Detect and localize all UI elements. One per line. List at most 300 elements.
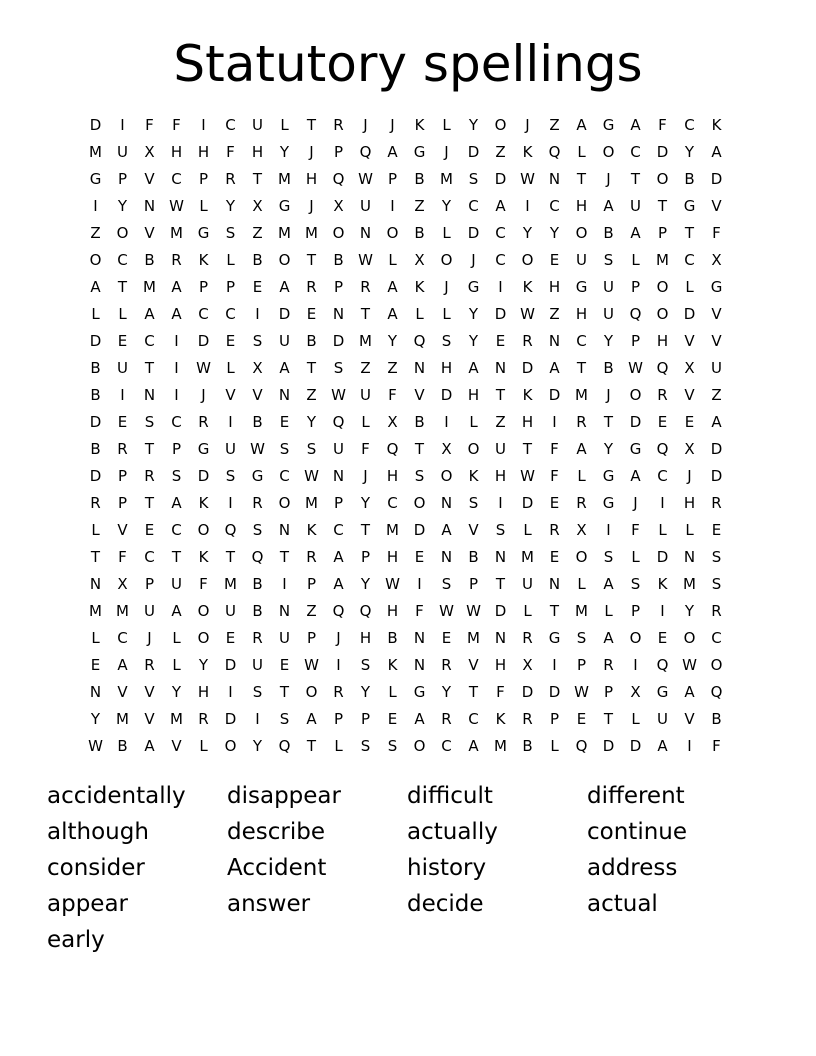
word-list-item: actually bbox=[407, 819, 498, 845]
grid-letter: O bbox=[278, 250, 291, 269]
grid-letter: M bbox=[116, 601, 129, 620]
grid-letter: H bbox=[440, 358, 453, 377]
grid-letter: P bbox=[657, 223, 668, 242]
grid-letter: R bbox=[117, 439, 128, 458]
grid-letter: V bbox=[117, 520, 128, 539]
grid-letter: Y bbox=[603, 439, 614, 458]
grid-letter: F bbox=[658, 115, 667, 134]
grid-letter: I bbox=[606, 520, 611, 539]
grid-letter: A bbox=[333, 547, 344, 566]
grid-letter: V bbox=[684, 709, 695, 728]
grid-letter: D bbox=[521, 682, 534, 701]
grid-letter: W bbox=[520, 466, 535, 485]
grid-letter: T bbox=[360, 520, 371, 539]
grid-letter: N bbox=[548, 574, 561, 593]
grid-letter: G bbox=[602, 493, 615, 512]
grid-letter: N bbox=[278, 601, 291, 620]
grid-letter: I bbox=[552, 655, 557, 674]
grid-letter: A bbox=[171, 277, 182, 296]
grid-letter: W bbox=[385, 574, 400, 593]
grid-letter: W bbox=[250, 439, 265, 458]
grid-letter: Z bbox=[414, 196, 425, 215]
grid-letter: J bbox=[147, 628, 152, 647]
grid-letter: B bbox=[711, 709, 722, 728]
grid-letter: I bbox=[228, 412, 233, 431]
grid-letter: M bbox=[89, 142, 102, 161]
grid-letter: R bbox=[252, 628, 263, 647]
word-list-item: different bbox=[587, 783, 685, 809]
grid-letter: K bbox=[522, 277, 533, 296]
grid-letter: K bbox=[468, 466, 479, 485]
grid-letter: M bbox=[467, 628, 480, 647]
grid-letter: S bbox=[252, 331, 263, 350]
grid-letter: N bbox=[683, 547, 696, 566]
grid-letter: P bbox=[333, 493, 344, 512]
grid-letter: G bbox=[467, 277, 480, 296]
grid-letter: N bbox=[413, 358, 426, 377]
grid-letter: V bbox=[468, 520, 479, 539]
grid-letter: X bbox=[441, 439, 452, 458]
grid-letter: T bbox=[576, 169, 587, 188]
grid-letter: Q bbox=[710, 682, 723, 701]
grid-letter: O bbox=[197, 628, 210, 647]
grid-letter: B bbox=[90, 385, 101, 404]
grid-letter: P bbox=[306, 628, 317, 647]
grid-letter: P bbox=[333, 142, 344, 161]
grid-letter: O bbox=[521, 250, 534, 269]
grid-letter: I bbox=[444, 412, 449, 431]
grid-letter: I bbox=[498, 277, 503, 296]
grid-letter: Y bbox=[198, 655, 209, 674]
grid-letter: Q bbox=[332, 601, 345, 620]
grid-letter: R bbox=[90, 493, 101, 512]
grid-letter: R bbox=[441, 709, 452, 728]
grid-letter: G bbox=[683, 196, 696, 215]
grid-letter: S bbox=[225, 223, 236, 242]
word-search-grid bbox=[82, 111, 732, 759]
grid-letter: J bbox=[633, 493, 638, 512]
grid-letter: I bbox=[174, 331, 179, 350]
grid-letter: X bbox=[684, 358, 695, 377]
grid-letter: A bbox=[468, 358, 479, 377]
grid-letter: D bbox=[89, 412, 102, 431]
grid-letter: J bbox=[363, 466, 368, 485]
grid-letter: I bbox=[228, 682, 233, 701]
grid-letter: Y bbox=[279, 142, 290, 161]
grid-letter: J bbox=[309, 142, 314, 161]
grid-letter: E bbox=[576, 709, 587, 728]
grid-letter: Y bbox=[603, 331, 614, 350]
grid-letter: M bbox=[305, 223, 318, 242]
grid-letter: A bbox=[387, 277, 398, 296]
grid-letter: Y bbox=[441, 682, 452, 701]
grid-letter: D bbox=[521, 358, 534, 377]
grid-letter: P bbox=[360, 709, 371, 728]
grid-letter: F bbox=[550, 439, 559, 458]
grid-letter: V bbox=[684, 385, 695, 404]
grid-letter: S bbox=[441, 574, 452, 593]
grid-letter: D bbox=[521, 493, 534, 512]
grid-row bbox=[82, 570, 732, 597]
grid-letter: T bbox=[630, 169, 641, 188]
grid-row bbox=[82, 732, 732, 759]
grid-letter: L bbox=[631, 250, 640, 269]
grid-letter: L bbox=[685, 277, 694, 296]
grid-letter: N bbox=[143, 385, 156, 404]
grid-letter: W bbox=[358, 169, 373, 188]
grid-letter: E bbox=[279, 655, 290, 674]
grid-letter: H bbox=[575, 304, 588, 323]
grid-letter: R bbox=[333, 115, 344, 134]
grid-letter: Q bbox=[224, 520, 237, 539]
grid-letter: S bbox=[576, 628, 587, 647]
grid-letter: M bbox=[359, 331, 372, 350]
grid-letter: B bbox=[414, 412, 425, 431]
grid-letter: D bbox=[413, 520, 426, 539]
grid-letter: G bbox=[548, 628, 561, 647]
grid-letter: P bbox=[306, 574, 317, 593]
grid-letter: T bbox=[360, 304, 371, 323]
grid-letter: X bbox=[522, 655, 533, 674]
grid-letter: J bbox=[336, 628, 341, 647]
grid-letter: C bbox=[657, 466, 668, 485]
grid-row bbox=[82, 624, 732, 651]
grid-letter: A bbox=[603, 628, 614, 647]
grid-letter: M bbox=[575, 601, 588, 620]
grid-letter: C bbox=[684, 250, 695, 269]
grid-letter: A bbox=[630, 466, 641, 485]
grid-letter: R bbox=[711, 493, 722, 512]
grid-letter: O bbox=[656, 277, 669, 296]
grid-letter: M bbox=[440, 169, 453, 188]
grid-letter: L bbox=[361, 412, 370, 431]
grid-letter: Y bbox=[684, 601, 695, 620]
grid-letter: S bbox=[333, 358, 344, 377]
grid-letter: J bbox=[444, 142, 449, 161]
grid-letter: O bbox=[467, 439, 480, 458]
grid-letter: P bbox=[333, 277, 344, 296]
grid-letter: W bbox=[439, 601, 454, 620]
grid-letter: A bbox=[144, 304, 155, 323]
grid-letter: T bbox=[144, 439, 155, 458]
grid-letter: D bbox=[629, 412, 642, 431]
grid-letter: N bbox=[89, 574, 102, 593]
grid-letter: I bbox=[120, 385, 125, 404]
grid-letter: L bbox=[577, 142, 586, 161]
grid-letter: X bbox=[387, 412, 398, 431]
grid-letter: S bbox=[711, 547, 722, 566]
grid-row bbox=[82, 543, 732, 570]
grid-letter: V bbox=[171, 736, 182, 755]
grid-letter: S bbox=[387, 736, 398, 755]
grid-letter: P bbox=[198, 169, 209, 188]
grid-letter: V bbox=[252, 385, 263, 404]
grid-letter: T bbox=[468, 682, 479, 701]
grid-letter: K bbox=[387, 655, 398, 674]
grid-letter: A bbox=[630, 223, 641, 242]
word-list-item: difficult bbox=[407, 783, 493, 809]
grid-letter: D bbox=[89, 331, 102, 350]
grid-letter: S bbox=[630, 574, 641, 593]
grid-letter: B bbox=[306, 331, 317, 350]
grid-letter: T bbox=[495, 385, 506, 404]
grid-letter: F bbox=[145, 115, 154, 134]
grid-letter: S bbox=[495, 520, 506, 539]
grid-letter: S bbox=[603, 547, 614, 566]
grid-letter: B bbox=[90, 358, 101, 377]
grid-letter: C bbox=[198, 304, 209, 323]
grid-letter: Q bbox=[359, 142, 372, 161]
grid-letter: L bbox=[388, 250, 397, 269]
word-list-item: accidentally bbox=[47, 783, 186, 809]
grid-letter: N bbox=[548, 169, 561, 188]
grid-letter: R bbox=[576, 412, 587, 431]
grid-letter: Y bbox=[468, 115, 479, 134]
grid-letter: W bbox=[331, 385, 346, 404]
grid-letter: M bbox=[656, 250, 669, 269]
grid-letter: O bbox=[305, 682, 318, 701]
grid-letter: A bbox=[468, 736, 479, 755]
word-list-item: appear bbox=[47, 891, 128, 917]
grid-letter: Q bbox=[386, 439, 399, 458]
grid-letter: U bbox=[603, 277, 614, 296]
grid-letter: D bbox=[494, 601, 507, 620]
grid-letter: F bbox=[631, 520, 640, 539]
grid-letter: L bbox=[577, 574, 586, 593]
grid-letter: T bbox=[495, 574, 506, 593]
grid-letter: U bbox=[333, 439, 344, 458]
grid-letter: C bbox=[225, 115, 236, 134]
grid-letter: B bbox=[117, 736, 128, 755]
grid-row bbox=[82, 354, 732, 381]
grid-letter: I bbox=[633, 655, 638, 674]
grid-letter: T bbox=[657, 196, 668, 215]
grid-letter: M bbox=[89, 601, 102, 620]
grid-letter: E bbox=[414, 547, 425, 566]
grid-letter: T bbox=[225, 547, 236, 566]
grid-letter: T bbox=[306, 736, 317, 755]
grid-letter: S bbox=[279, 439, 290, 458]
grid-letter: Y bbox=[522, 223, 533, 242]
word-list-item: describe bbox=[227, 819, 325, 845]
grid-letter: B bbox=[252, 574, 263, 593]
grid-letter: N bbox=[440, 493, 453, 512]
grid-letter: K bbox=[711, 115, 722, 134]
grid-letter: L bbox=[685, 520, 694, 539]
grid-letter: T bbox=[144, 493, 155, 512]
grid-letter: C bbox=[171, 169, 182, 188]
grid-letter: P bbox=[117, 169, 128, 188]
grid-letter: F bbox=[550, 466, 559, 485]
grid-letter: N bbox=[494, 547, 507, 566]
grid-letter: Z bbox=[306, 601, 317, 620]
grid-letter: W bbox=[304, 466, 319, 485]
grid-letter: E bbox=[90, 655, 101, 674]
grid-letter: U bbox=[360, 196, 371, 215]
grid-letter: K bbox=[198, 250, 209, 269]
grid-letter: U bbox=[603, 304, 614, 323]
grid-letter: O bbox=[656, 169, 669, 188]
grid-letter: U bbox=[522, 574, 533, 593]
grid-letter: T bbox=[144, 358, 155, 377]
grid-letter: Q bbox=[251, 547, 264, 566]
grid-letter: Y bbox=[468, 331, 479, 350]
grid-letter: H bbox=[386, 466, 399, 485]
grid-letter: L bbox=[118, 304, 127, 323]
grid-letter: Y bbox=[225, 196, 236, 215]
grid-letter: A bbox=[576, 439, 587, 458]
grid-letter: A bbox=[630, 115, 641, 134]
grid-letter: A bbox=[657, 736, 668, 755]
grid-letter: W bbox=[520, 304, 535, 323]
grid-letter: L bbox=[523, 601, 532, 620]
grid-letter: G bbox=[413, 682, 426, 701]
grid-letter: C bbox=[144, 547, 155, 566]
grid-letter: V bbox=[711, 331, 722, 350]
grid-letter: U bbox=[225, 439, 236, 458]
grid-letter: U bbox=[711, 358, 722, 377]
grid-letter: C bbox=[279, 466, 290, 485]
grid-letter: C bbox=[117, 250, 128, 269]
grid-letter: J bbox=[309, 196, 314, 215]
grid-letter: A bbox=[603, 574, 614, 593]
grid-letter: K bbox=[657, 574, 668, 593]
grid-letter: A bbox=[279, 277, 290, 296]
grid-row bbox=[82, 327, 732, 354]
grid-letter: O bbox=[278, 493, 291, 512]
grid-letter: V bbox=[711, 304, 722, 323]
grid-letter: Z bbox=[711, 385, 722, 404]
grid-letter: Y bbox=[306, 412, 317, 431]
grid-letter: S bbox=[711, 574, 722, 593]
grid-row bbox=[82, 408, 732, 435]
grid-letter: H bbox=[386, 601, 399, 620]
grid-letter: D bbox=[656, 142, 669, 161]
grid-letter: Q bbox=[575, 736, 588, 755]
grid-letter: A bbox=[144, 736, 155, 755]
grid-letter: B bbox=[90, 439, 101, 458]
grid-letter: P bbox=[171, 439, 182, 458]
grid-letter: H bbox=[494, 466, 507, 485]
grid-letter: E bbox=[657, 412, 668, 431]
grid-letter: Q bbox=[548, 142, 561, 161]
grid-letter: B bbox=[603, 223, 614, 242]
grid-letter: I bbox=[660, 493, 665, 512]
grid-letter: G bbox=[413, 142, 426, 161]
grid-letter: L bbox=[334, 736, 343, 755]
grid-letter: H bbox=[548, 277, 561, 296]
grid-letter: B bbox=[387, 628, 398, 647]
grid-letter: M bbox=[386, 520, 399, 539]
grid-letter: Q bbox=[332, 412, 345, 431]
grid-letter: X bbox=[630, 682, 641, 701]
grid-letter: D bbox=[197, 466, 210, 485]
grid-letter: Z bbox=[360, 358, 371, 377]
grid-letter: I bbox=[201, 115, 206, 134]
grid-letter: M bbox=[170, 223, 183, 242]
grid-row bbox=[82, 300, 732, 327]
grid-letter: N bbox=[359, 223, 372, 242]
grid-letter: G bbox=[656, 682, 669, 701]
grid-letter: D bbox=[224, 655, 237, 674]
grid-letter: A bbox=[171, 304, 182, 323]
grid-letter: N bbox=[332, 466, 345, 485]
grid-letter: E bbox=[549, 250, 560, 269]
grid-letter: I bbox=[282, 574, 287, 593]
grid-letter: R bbox=[522, 628, 533, 647]
grid-letter: H bbox=[251, 142, 264, 161]
grid-letter: M bbox=[575, 385, 588, 404]
grid-letter: Y bbox=[549, 223, 560, 242]
grid-letter: Z bbox=[90, 223, 101, 242]
grid-row bbox=[82, 246, 732, 273]
grid-letter: H bbox=[359, 628, 372, 647]
grid-letter: H bbox=[197, 682, 210, 701]
grid-letter: G bbox=[710, 277, 723, 296]
grid-letter: E bbox=[225, 628, 236, 647]
grid-row bbox=[82, 381, 732, 408]
grid-letter: W bbox=[520, 169, 535, 188]
grid-letter: D bbox=[89, 115, 102, 134]
grid-letter: T bbox=[171, 547, 182, 566]
grid-letter: E bbox=[279, 412, 290, 431]
grid-letter: B bbox=[252, 250, 263, 269]
grid-letter: Y bbox=[171, 682, 182, 701]
grid-row bbox=[82, 705, 732, 732]
grid-letter: N bbox=[89, 682, 102, 701]
word-list-item: although bbox=[47, 819, 149, 845]
grid-letter: K bbox=[306, 520, 317, 539]
grid-letter: P bbox=[630, 277, 641, 296]
grid-letter: T bbox=[522, 439, 533, 458]
grid-letter: M bbox=[521, 547, 534, 566]
grid-letter: X bbox=[414, 250, 425, 269]
grid-letter: W bbox=[682, 655, 697, 674]
grid-letter: T bbox=[684, 223, 695, 242]
grid-letter: N bbox=[278, 385, 291, 404]
grid-letter: U bbox=[144, 601, 155, 620]
grid-letter: Q bbox=[629, 304, 642, 323]
grid-letter: C bbox=[576, 331, 587, 350]
grid-letter: J bbox=[606, 385, 611, 404]
grid-letter: B bbox=[603, 358, 614, 377]
grid-letter: O bbox=[494, 115, 507, 134]
grid-letter: Z bbox=[306, 385, 317, 404]
grid-letter: Q bbox=[656, 655, 669, 674]
grid-letter: C bbox=[171, 520, 182, 539]
grid-letter: L bbox=[91, 628, 100, 647]
grid-letter: I bbox=[390, 196, 395, 215]
grid-letter: P bbox=[117, 466, 128, 485]
grid-letter: A bbox=[306, 709, 317, 728]
grid-letter: X bbox=[711, 250, 722, 269]
grid-letter: M bbox=[143, 277, 156, 296]
grid-letter: V bbox=[711, 196, 722, 215]
grid-letter: U bbox=[360, 385, 371, 404]
grid-letter: B bbox=[252, 601, 263, 620]
grid-letter: I bbox=[660, 601, 665, 620]
grid-letter: D bbox=[197, 331, 210, 350]
grid-letter: A bbox=[576, 115, 587, 134]
grid-letter: I bbox=[228, 493, 233, 512]
grid-letter: W bbox=[304, 655, 319, 674]
grid-letter: B bbox=[252, 412, 263, 431]
grid-letter: H bbox=[683, 493, 696, 512]
grid-letter: N bbox=[548, 331, 561, 350]
grid-letter: O bbox=[440, 466, 453, 485]
grid-letter: E bbox=[117, 331, 128, 350]
grid-row bbox=[82, 651, 732, 678]
